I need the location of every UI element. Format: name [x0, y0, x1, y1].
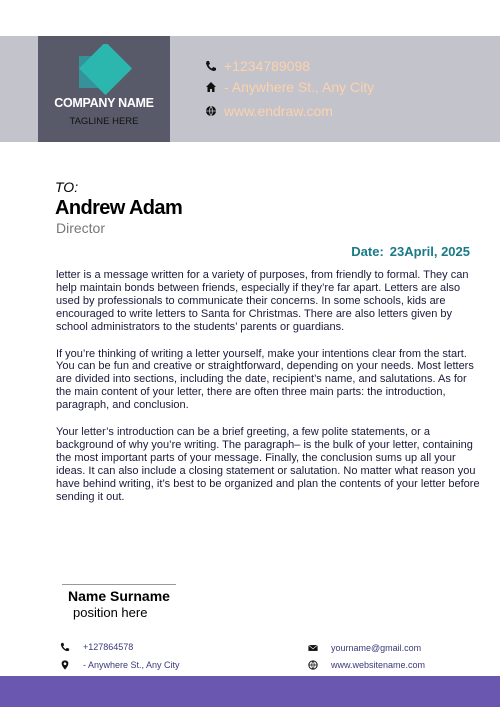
letter-body [56, 269, 480, 518]
footer-website [308, 660, 425, 670]
signature-name: Name Surname [68, 588, 170, 604]
footer-email-text[interactable]: yourname@gmail.com [331, 643, 422, 653]
recipient-title: Director [56, 220, 106, 236]
globe-icon [205, 105, 217, 117]
phone-icon [60, 642, 70, 652]
logo-block [38, 36, 170, 142]
footer-website-text[interactable]: www.websitename.com [331, 660, 426, 670]
footer-bar [0, 676, 500, 707]
header-phone-text: +1234789098 [224, 58, 311, 74]
footer-phone-text: +127864578 [83, 642, 134, 652]
location-pin-icon [60, 660, 70, 670]
company-name: COMPANY NAME [54, 96, 154, 110]
letter-date [351, 244, 470, 259]
header-website-text[interactable]: www.endraw.com [224, 103, 333, 119]
header-phone [205, 56, 310, 76]
mail-icon [308, 643, 318, 653]
footer-address [60, 660, 180, 670]
signature-position: position here [73, 605, 148, 620]
globe-icon [308, 660, 318, 670]
signature-line [62, 584, 176, 585]
company-logo-icon [73, 44, 133, 104]
header-address-text: - Anywhere St., Any City [224, 79, 375, 95]
phone-icon [205, 60, 217, 72]
body-paragraph: Your letter’s introduction can be a brief greeting, a few polite statements, or a background of why you’re writing. The paragraph– is the bulk of your letter, containing the most important parts of your message. Finally, the conclusion sums up all your ideas. It can also include a closing statement or salutation. No matter what reason you have behind writing, it’s best to be organized and plan the contents of your letter before sending it out. [56, 426, 480, 503]
body-paragraph: If you’re thinking of writing a letter yourself, make your intentions clear from the start. You can be fun and creative or straightforward, depending on your needs. Most letters are divided into sections, including the date, recipient’s name, and salutations. As for the main content of your letter, there are often three main parts: the introduction, paragraph, and conclusion. [56, 347, 474, 412]
company-tagline: TAGLINE HERE [69, 116, 139, 127]
header-address [205, 77, 374, 97]
home-icon [205, 81, 217, 93]
to-label: TO: [55, 179, 79, 195]
footer-address-text: - Anywhere St., Any City [83, 660, 180, 670]
date-value: 23April, 2025 [389, 244, 470, 259]
footer-email [308, 643, 421, 653]
header-website [205, 101, 333, 121]
footer-phone [60, 642, 133, 652]
date-label: Date: [351, 244, 384, 259]
body-paragraph: letter is a message written for a variety of purposes, from friendly to formal. They can help maintain bonds between friends, especially if they’re far apart. Letters are also used by professionals to communicate their concerns. In some schools, kids are encouraged to write letters to Santa for Christmas. There are also letters given by school administrators to the students’ parents or guardians. [56, 269, 469, 333]
recipient-name: Andrew Adam [55, 197, 183, 219]
